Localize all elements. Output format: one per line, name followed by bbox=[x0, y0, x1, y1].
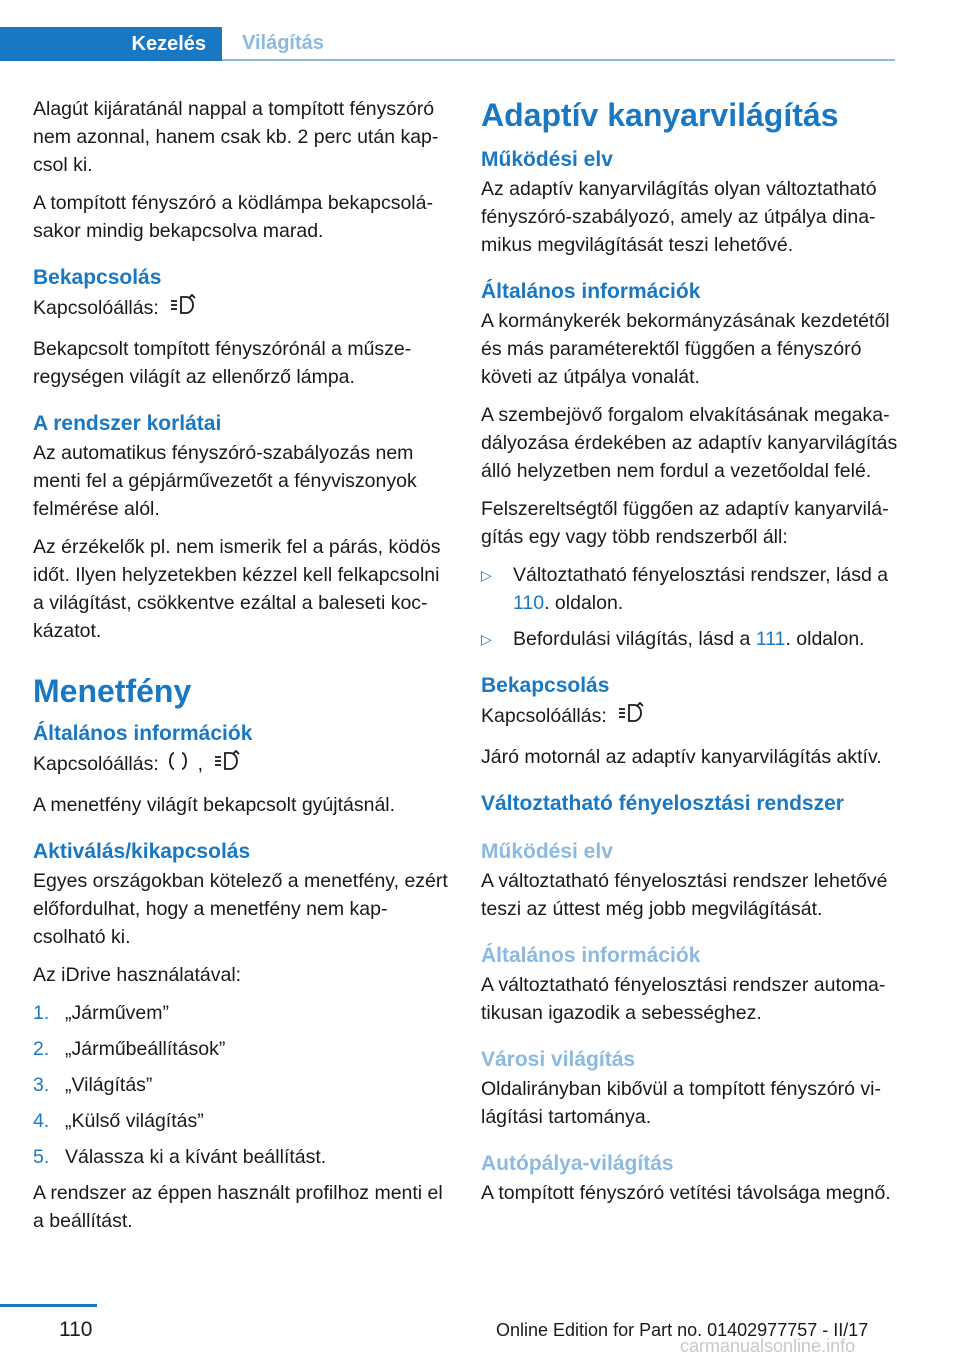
heading-altalanos: Általános információk bbox=[481, 280, 701, 303]
paragraph: A szembejövő forgalom elvakításának megakadályozása érdekében az adaptív kanyarvilágítás álló helyzetben nem fordul a vezetőoldal felé. bbox=[481, 404, 898, 482]
watermark: carmanualsonline.info bbox=[680, 1336, 856, 1356]
list-item: 3. „Világítás” bbox=[33, 1074, 153, 1096]
paragraph: Oldalirányban kibővül a tompított fényszóró világítási tartománya. bbox=[481, 1078, 881, 1128]
heading-altalanos: Általános információk bbox=[33, 722, 253, 745]
heading-valtoztathato: Változtatható fényelosztási rendszer bbox=[481, 792, 844, 815]
paragraph: A tompított fényszóró vetítési távolsága megnő. bbox=[481, 1182, 891, 1204]
page-link-110[interactable]: 110 bbox=[513, 592, 545, 614]
heading-bekapcsolas: Bekapcsolás bbox=[481, 674, 610, 697]
paragraph: A kormánykerék bekormányzásának kezdetétől és más paraméterektől függően a fényszóró követi az útpálya vonalát. bbox=[481, 310, 890, 388]
heading-korlatai: A rendszer korlátai bbox=[33, 412, 222, 435]
paragraph: Az érzékelők pl. nem ismerik fel a párás, ködös időt. Ilyen helyzetekben kézzel kell felkapcsolni a világítást, csökkentve ezáltal a baleseti kockázatot. bbox=[33, 536, 441, 642]
paragraph: A változtatható fényelosztási rendszer automatikusan igazodik a sebességhez. bbox=[481, 974, 886, 1024]
auto-headlight-icon bbox=[616, 701, 646, 733]
heading-mukodesi: Működési elv bbox=[481, 148, 613, 171]
paragraph: Az automatikus fényszóró-szabályozás nem menti fel a gépjárművezetőt a fényviszonyok felmérése alól. bbox=[33, 442, 417, 520]
systems-list bbox=[481, 561, 901, 653]
footer-edition: Online Edition for Part no. 01402977757 - II/17 bbox=[496, 1320, 869, 1340]
switch-position-line: Kapcsolóállás: bbox=[33, 293, 453, 325]
paragraph: Bekapcsolt tompított fényszórónál a műszeregységen világít az ellenőrző lámpa. bbox=[33, 338, 412, 388]
left-column bbox=[33, 95, 453, 1245]
list-item: ▷ Befordulási világítás, lásd a 111. oldalon. bbox=[481, 625, 901, 653]
paragraph: A tompított fényszóró a ködlámpa bekapcsolásakor mindig bekapcsolva marad. bbox=[33, 192, 433, 242]
triangle-bullet-icon: ▷ bbox=[481, 567, 492, 583]
heading-adaptiv: Adaptív kanyarvilágítás bbox=[481, 97, 839, 133]
page-link-111[interactable]: 111 bbox=[755, 628, 786, 650]
steps-list bbox=[33, 999, 453, 1171]
paragraph: A menetfény világít bekapcsolt gyújtásnál. bbox=[33, 794, 396, 816]
auto-headlight-icon bbox=[212, 749, 242, 781]
tab-kezeles: Kezelés bbox=[0, 27, 222, 61]
list-item: 5. Válassza ki a kívánt beállítást. bbox=[33, 1146, 327, 1168]
heading-menetfeny: Menetfény bbox=[33, 673, 192, 709]
paragraph: A rendszer az éppen használt profilhoz menti el a beállítást. bbox=[33, 1182, 443, 1232]
paragraph: Az iDrive használatával: bbox=[33, 964, 242, 986]
heading-aktivalas: Aktiválás/kikapcsolás bbox=[33, 840, 251, 863]
header-tabbar bbox=[0, 27, 895, 61]
list-item: 4. „Külső világítás” bbox=[33, 1110, 204, 1132]
page-number: 110 bbox=[59, 1318, 93, 1341]
subheading-altalanos: Általános információk bbox=[481, 944, 701, 967]
subheading-mukodesi: Működési elv bbox=[481, 840, 613, 863]
auto-headlight-icon bbox=[168, 293, 198, 325]
triangle-bullet-icon: ▷ bbox=[481, 631, 492, 647]
footer-rule bbox=[0, 1304, 97, 1307]
paragraph: A változtatható fényelosztási rendszer lehetővé teszi az úttest még jobb megvilágítását. bbox=[481, 870, 888, 920]
paragraph: Egyes országokban kötelező a menetfény, ezért előfordulhat, hogy a menetfény nem kapcsolható ki. bbox=[33, 870, 448, 948]
subheading-varosi: Városi világítás bbox=[481, 1048, 636, 1071]
switch-position-line: Kapcsolóállás: , bbox=[33, 749, 453, 781]
parking-light-icon bbox=[168, 749, 188, 781]
subheading-autopalya: Autópálya-világítás bbox=[481, 1152, 674, 1175]
switch-position-line: Kapcsolóállás: bbox=[481, 701, 901, 733]
paragraph: Felszereltségtől függően az adaptív kanyarvilágítás egy vagy több rendszerből áll: bbox=[481, 498, 889, 548]
paragraph: Alagút kijáratánál nappal a tompított fényszóró nem azonnal, hanem csak kb. 2 perc után kapcsol ki. bbox=[33, 98, 439, 176]
list-item: ▷ Változtatható fényelosztási rendszer, lásd a 110. oldalon. bbox=[481, 561, 901, 617]
paragraph: Az adaptív kanyarvilágítás olyan változtatható fényszóró-szabályozó, amely az útpálya dinamikus megvilágítását teszi lehetővé. bbox=[481, 178, 877, 256]
tab-vilagitas: Világítás bbox=[222, 27, 895, 61]
right-column bbox=[481, 95, 901, 1217]
heading-bekapcsolas: Bekapcsolás bbox=[33, 266, 162, 289]
list-item: 2. „Járműbeállítások” bbox=[33, 1038, 226, 1060]
list-item: 1. „Járművem” bbox=[33, 1002, 170, 1024]
paragraph: Járó motornál az adaptív kanyarvilágítás aktív. bbox=[481, 746, 882, 768]
